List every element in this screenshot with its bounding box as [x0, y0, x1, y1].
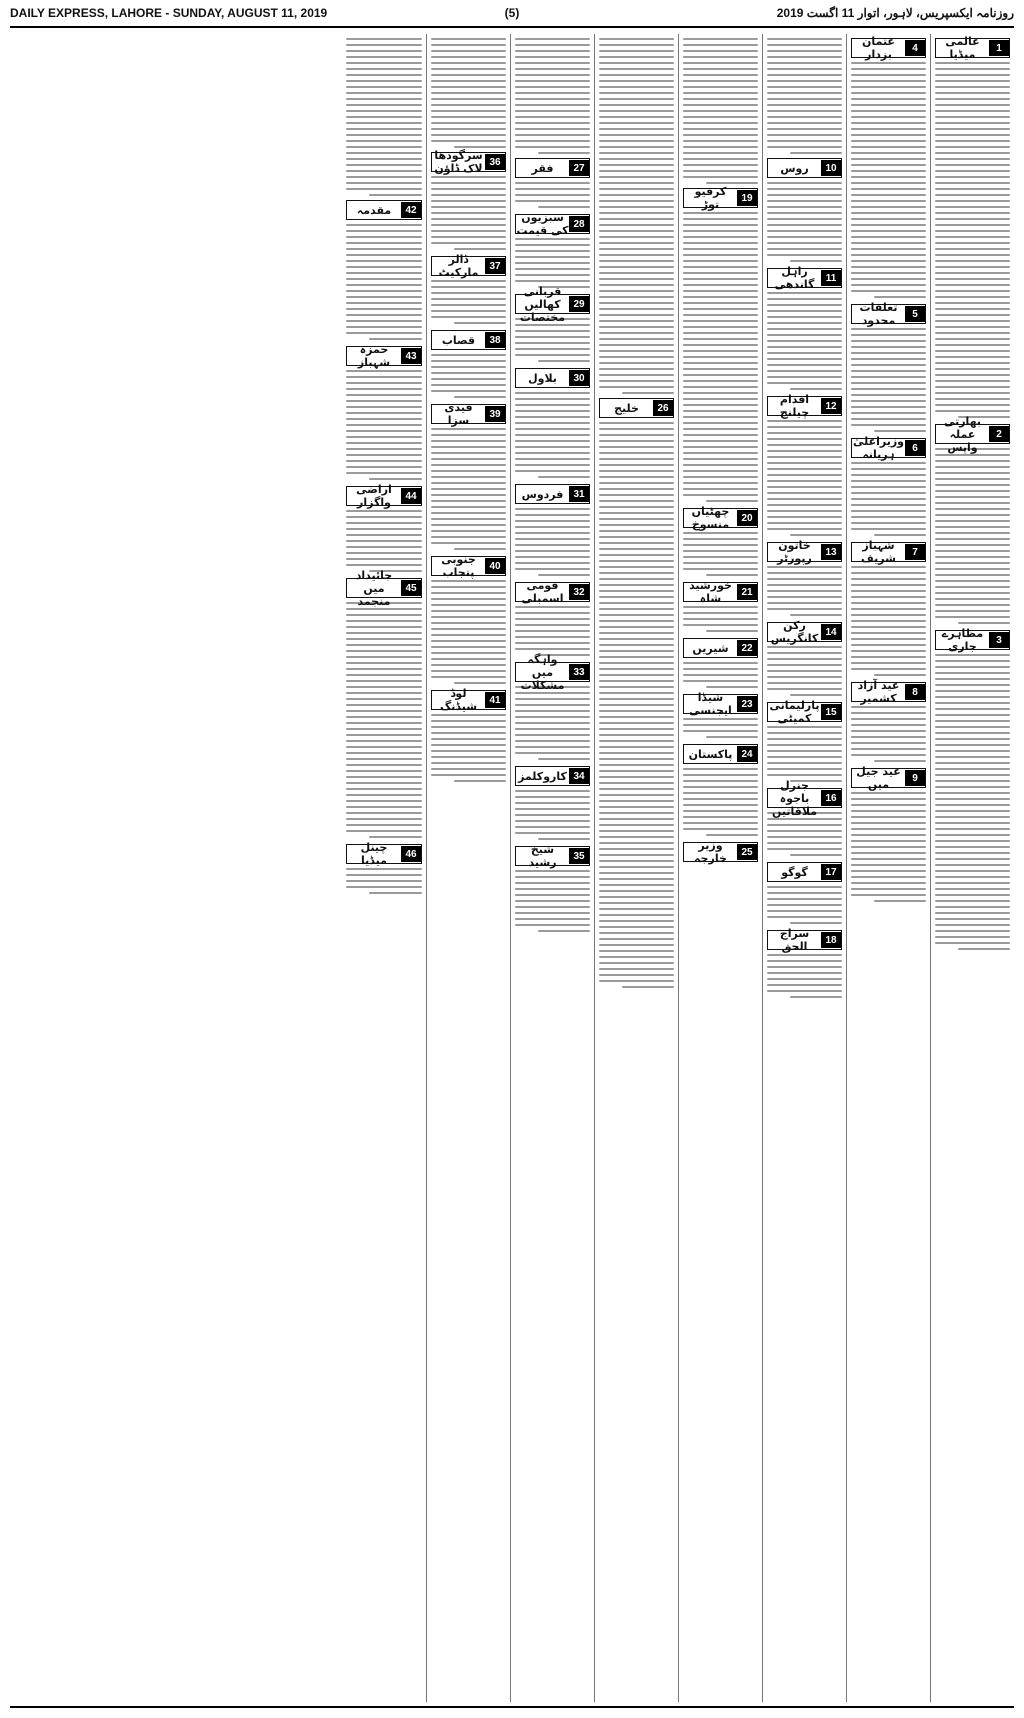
article-body [683, 768, 758, 836]
section-number: 30 [569, 370, 589, 386]
article [851, 35, 926, 298]
section-header [431, 149, 506, 175]
section-header [515, 579, 590, 605]
column-3 [762, 34, 846, 1702]
section-title: عید جیل میں [856, 765, 901, 791]
section-number: 37 [485, 258, 505, 274]
section-title: خلیج [614, 401, 639, 415]
article-body [683, 718, 758, 738]
footer-rule [10, 1706, 1014, 1708]
section-title: عثمان بزدار [862, 35, 895, 61]
article [346, 483, 422, 572]
column-4 [678, 34, 762, 1702]
article-body [431, 428, 506, 550]
section-number: 34 [569, 768, 589, 784]
section-header [851, 35, 926, 61]
article [599, 398, 674, 988]
article [767, 699, 842, 782]
article-body [767, 954, 842, 998]
article [851, 679, 926, 762]
section-title: اراضی واگزار [356, 483, 392, 509]
section-title: چھٹیاں منسوخ [691, 505, 730, 531]
article-body [767, 726, 842, 782]
section-header [767, 862, 842, 882]
article [851, 435, 926, 536]
section-header [346, 200, 422, 220]
section-number: 27 [569, 160, 589, 176]
article [767, 539, 842, 616]
article [515, 284, 590, 362]
article [431, 330, 506, 398]
article-body [767, 646, 842, 696]
article [515, 843, 590, 932]
article [683, 579, 758, 632]
section-title: سراج الحق [779, 927, 810, 953]
section-title: وزیراعلیٰ ہریانہ [852, 435, 905, 461]
article-body [767, 566, 842, 616]
section-header [851, 765, 926, 791]
section-title: سرگودھا لاک ڈاؤن [434, 149, 483, 175]
section-title: جائیداد میں منجمد [355, 568, 393, 608]
section-header [851, 301, 926, 327]
section-number: 2 [989, 426, 1009, 442]
article-body [346, 602, 422, 838]
article-body [431, 354, 506, 398]
article-body [515, 870, 590, 932]
section-header [346, 343, 422, 369]
column-8 [342, 34, 426, 1702]
section-title: مقدمہ [356, 203, 392, 217]
article-body [515, 38, 590, 154]
article-body [851, 706, 926, 762]
article-body [935, 654, 1010, 950]
section-number: 23 [737, 696, 757, 712]
section-number: 13 [821, 544, 841, 560]
article [851, 765, 926, 902]
section-header [515, 652, 590, 692]
section-title: لوڈ شیڈنگ [439, 687, 478, 713]
section-header [767, 619, 842, 645]
article [683, 839, 758, 865]
article-body [851, 62, 926, 298]
article-columns [10, 34, 1014, 1702]
article [515, 652, 590, 760]
section-header [515, 843, 590, 869]
section-header [515, 766, 590, 786]
section-header [683, 744, 758, 764]
section-title: قومی اسمبلی [521, 579, 564, 605]
section-title: راہل گاندھی [774, 265, 815, 291]
section-number: 5 [905, 306, 925, 322]
section-title: بھارتی عملہ واپس [943, 414, 982, 454]
column-7 [426, 34, 510, 1702]
article [515, 579, 590, 656]
section-number: 20 [737, 510, 757, 526]
section-header [767, 393, 842, 419]
article-body [346, 224, 422, 340]
article [431, 401, 506, 550]
section-title: روس [780, 161, 809, 175]
section-title: جنرل باجوہ ملاقاتیں [771, 778, 817, 818]
article [767, 619, 842, 696]
section-header [683, 638, 758, 658]
section-title: حمزہ شہباز [357, 343, 391, 369]
section-title: گوگو [781, 865, 808, 879]
section-number: 46 [401, 846, 421, 862]
section-number: 29 [569, 296, 589, 312]
section-header [683, 691, 758, 717]
article-body [767, 886, 842, 924]
section-title: چینل میڈیا [360, 841, 388, 867]
section-number: 35 [569, 848, 589, 864]
article [935, 35, 1010, 418]
article-body [683, 38, 758, 184]
article-body [431, 580, 506, 684]
section-header [431, 687, 506, 713]
article [431, 253, 506, 324]
article [515, 484, 590, 576]
article [346, 841, 422, 894]
section-title: رکن کانگریس [770, 619, 819, 645]
article [935, 414, 1010, 624]
section-header [431, 253, 506, 279]
article-body [515, 392, 590, 478]
section-number: 39 [485, 406, 505, 422]
article-body [851, 566, 926, 676]
section-title: سبزیوں کی قیمت [516, 211, 569, 237]
article-body [767, 38, 842, 154]
section-number: 31 [569, 486, 589, 502]
section-number: 10 [821, 160, 841, 176]
article-body [767, 420, 842, 536]
masthead-urdu-date: روزنامہ ایکسپریس، لاہور، اتوار 11 اگست 2019 [776, 6, 1014, 20]
section-title: اقدام چیلنج [779, 393, 810, 419]
section-header [767, 778, 842, 818]
section-number: 17 [821, 864, 841, 880]
article [683, 691, 758, 738]
section-title: ڈالر مارکیٹ [438, 253, 479, 279]
article-body [767, 812, 842, 856]
article-body [683, 606, 758, 632]
masthead-english-date: DAILY EXPRESS, LAHORE - SUNDAY, AUGUST 11, 2019 [10, 6, 328, 20]
article-body [515, 686, 590, 760]
section-title: تعلقات محدود [859, 301, 898, 327]
section-title: مظاہرے جاری [941, 627, 984, 653]
section-number: 32 [569, 584, 589, 600]
article-body [683, 212, 758, 502]
article [767, 778, 842, 856]
section-number: 24 [737, 746, 757, 762]
section-number: 12 [821, 398, 841, 414]
section-header [935, 414, 1010, 454]
section-header [767, 265, 842, 291]
section-number: 9 [905, 770, 925, 786]
article-body [515, 318, 590, 362]
section-number: 16 [821, 790, 841, 806]
section-title: عید آزاد کشمیر [857, 679, 900, 705]
article-body [515, 790, 590, 840]
section-header [683, 505, 758, 531]
section-title: کرفیو توڑ [694, 185, 727, 211]
section-header [767, 699, 842, 725]
section-title: شہباز شریف [861, 539, 896, 565]
section-header [683, 579, 758, 605]
section-title: عالمی میڈیا [945, 35, 980, 61]
section-number: 4 [905, 40, 925, 56]
article [851, 539, 926, 676]
article-body [851, 792, 926, 902]
section-header [431, 401, 506, 427]
section-title: شیریں [692, 641, 729, 655]
section-title: فردوس [521, 487, 564, 501]
article [683, 505, 758, 576]
article-body [683, 662, 758, 688]
section-title: قصاب [441, 333, 476, 347]
section-header [851, 435, 926, 461]
article-body [346, 510, 422, 572]
section-number: 14 [821, 624, 841, 640]
article [431, 553, 506, 684]
section-title: قیدی سزا [444, 401, 473, 427]
section-title: پارلیمانی کمیٹی [769, 699, 820, 725]
section-number: 15 [821, 704, 841, 720]
section-number: 11 [821, 270, 841, 286]
column-2 [846, 34, 930, 1702]
article [515, 766, 590, 840]
section-number: 43 [401, 348, 421, 364]
article-body [431, 38, 506, 148]
section-number: 45 [401, 580, 421, 596]
article [851, 301, 926, 432]
section-number: 28 [569, 216, 589, 232]
article-body [935, 62, 1010, 418]
section-number: 3 [989, 632, 1009, 648]
article-body [431, 176, 506, 250]
section-header [683, 185, 758, 211]
article-body [346, 38, 422, 196]
article-body [851, 462, 926, 536]
article-body [346, 868, 422, 894]
section-title: خاتون رپورٹر [777, 539, 812, 565]
section-header [515, 284, 590, 324]
article [767, 265, 842, 390]
article [431, 149, 506, 250]
section-title: خورشید شاہ [689, 579, 732, 605]
article-body [767, 292, 842, 390]
article [767, 158, 842, 262]
section-header [515, 211, 590, 237]
section-header [515, 158, 590, 178]
section-title: پاکستان [688, 747, 733, 761]
article-body [431, 714, 506, 782]
article-body [935, 448, 1010, 624]
article [515, 158, 590, 208]
section-title: شیڈا ایجنسی [689, 691, 732, 717]
section-header [346, 483, 422, 509]
article [346, 568, 422, 838]
section-number: 8 [905, 684, 925, 700]
article-body [515, 182, 590, 208]
section-number: 40 [485, 558, 505, 574]
article [515, 368, 590, 478]
section-number: 33 [569, 664, 589, 680]
section-title: بلاول [528, 371, 557, 385]
article-body [599, 38, 674, 394]
article [767, 927, 842, 998]
article-body [851, 328, 926, 432]
article-body [515, 508, 590, 576]
section-title: کاروکلمز [518, 769, 567, 783]
section-header [935, 627, 1010, 653]
page-number: (5) [504, 6, 520, 20]
section-number: 38 [485, 332, 505, 348]
section-header [851, 679, 926, 705]
article [683, 744, 758, 836]
section-header [515, 368, 590, 388]
section-title: واہگہ میں مشکلات [520, 652, 565, 692]
column-5 [594, 34, 678, 1702]
section-number: 1 [989, 40, 1009, 56]
section-header [346, 841, 422, 867]
section-header [515, 484, 590, 504]
column-1 [930, 34, 1014, 1702]
article [683, 638, 758, 688]
section-number: 44 [401, 488, 421, 504]
article [431, 687, 506, 782]
article [346, 343, 422, 480]
section-header [767, 927, 842, 953]
article-body [431, 280, 506, 324]
article-body [599, 422, 674, 988]
section-title: وزیر خارجہ [694, 839, 727, 865]
article-body [346, 370, 422, 480]
article [346, 200, 422, 340]
article [935, 627, 1010, 950]
section-header [683, 839, 758, 865]
masthead-rule [10, 26, 1014, 28]
article-body [683, 532, 758, 576]
section-number: 41 [485, 692, 505, 708]
article [515, 211, 590, 288]
article-body [767, 182, 842, 262]
article [767, 393, 842, 536]
section-number: 42 [401, 202, 421, 218]
column-6 [510, 34, 594, 1702]
article-body [515, 238, 590, 288]
section-number: 36 [485, 154, 505, 170]
section-header [431, 330, 506, 350]
section-title: شیخ رشید [528, 843, 557, 869]
section-title: قربانی کھالیں مختصات [519, 284, 566, 324]
section-number: 18 [821, 932, 841, 948]
section-header [346, 568, 422, 608]
section-header [599, 398, 674, 418]
section-title: فقر [531, 161, 554, 175]
section-number: 7 [905, 544, 925, 560]
section-header [767, 539, 842, 565]
section-title: جنوبی پنجاب [441, 553, 476, 579]
section-number: 21 [737, 584, 757, 600]
section-number: 6 [905, 440, 925, 456]
section-number: 19 [737, 190, 757, 206]
section-header [431, 553, 506, 579]
section-header [851, 539, 926, 565]
section-header [935, 35, 1010, 61]
section-number: 25 [737, 844, 757, 860]
article-body [515, 606, 590, 656]
section-number: 22 [737, 640, 757, 656]
article [767, 862, 842, 924]
section-number: 26 [653, 400, 673, 416]
section-header [767, 158, 842, 178]
article [683, 185, 758, 502]
masthead [10, 0, 1014, 26]
